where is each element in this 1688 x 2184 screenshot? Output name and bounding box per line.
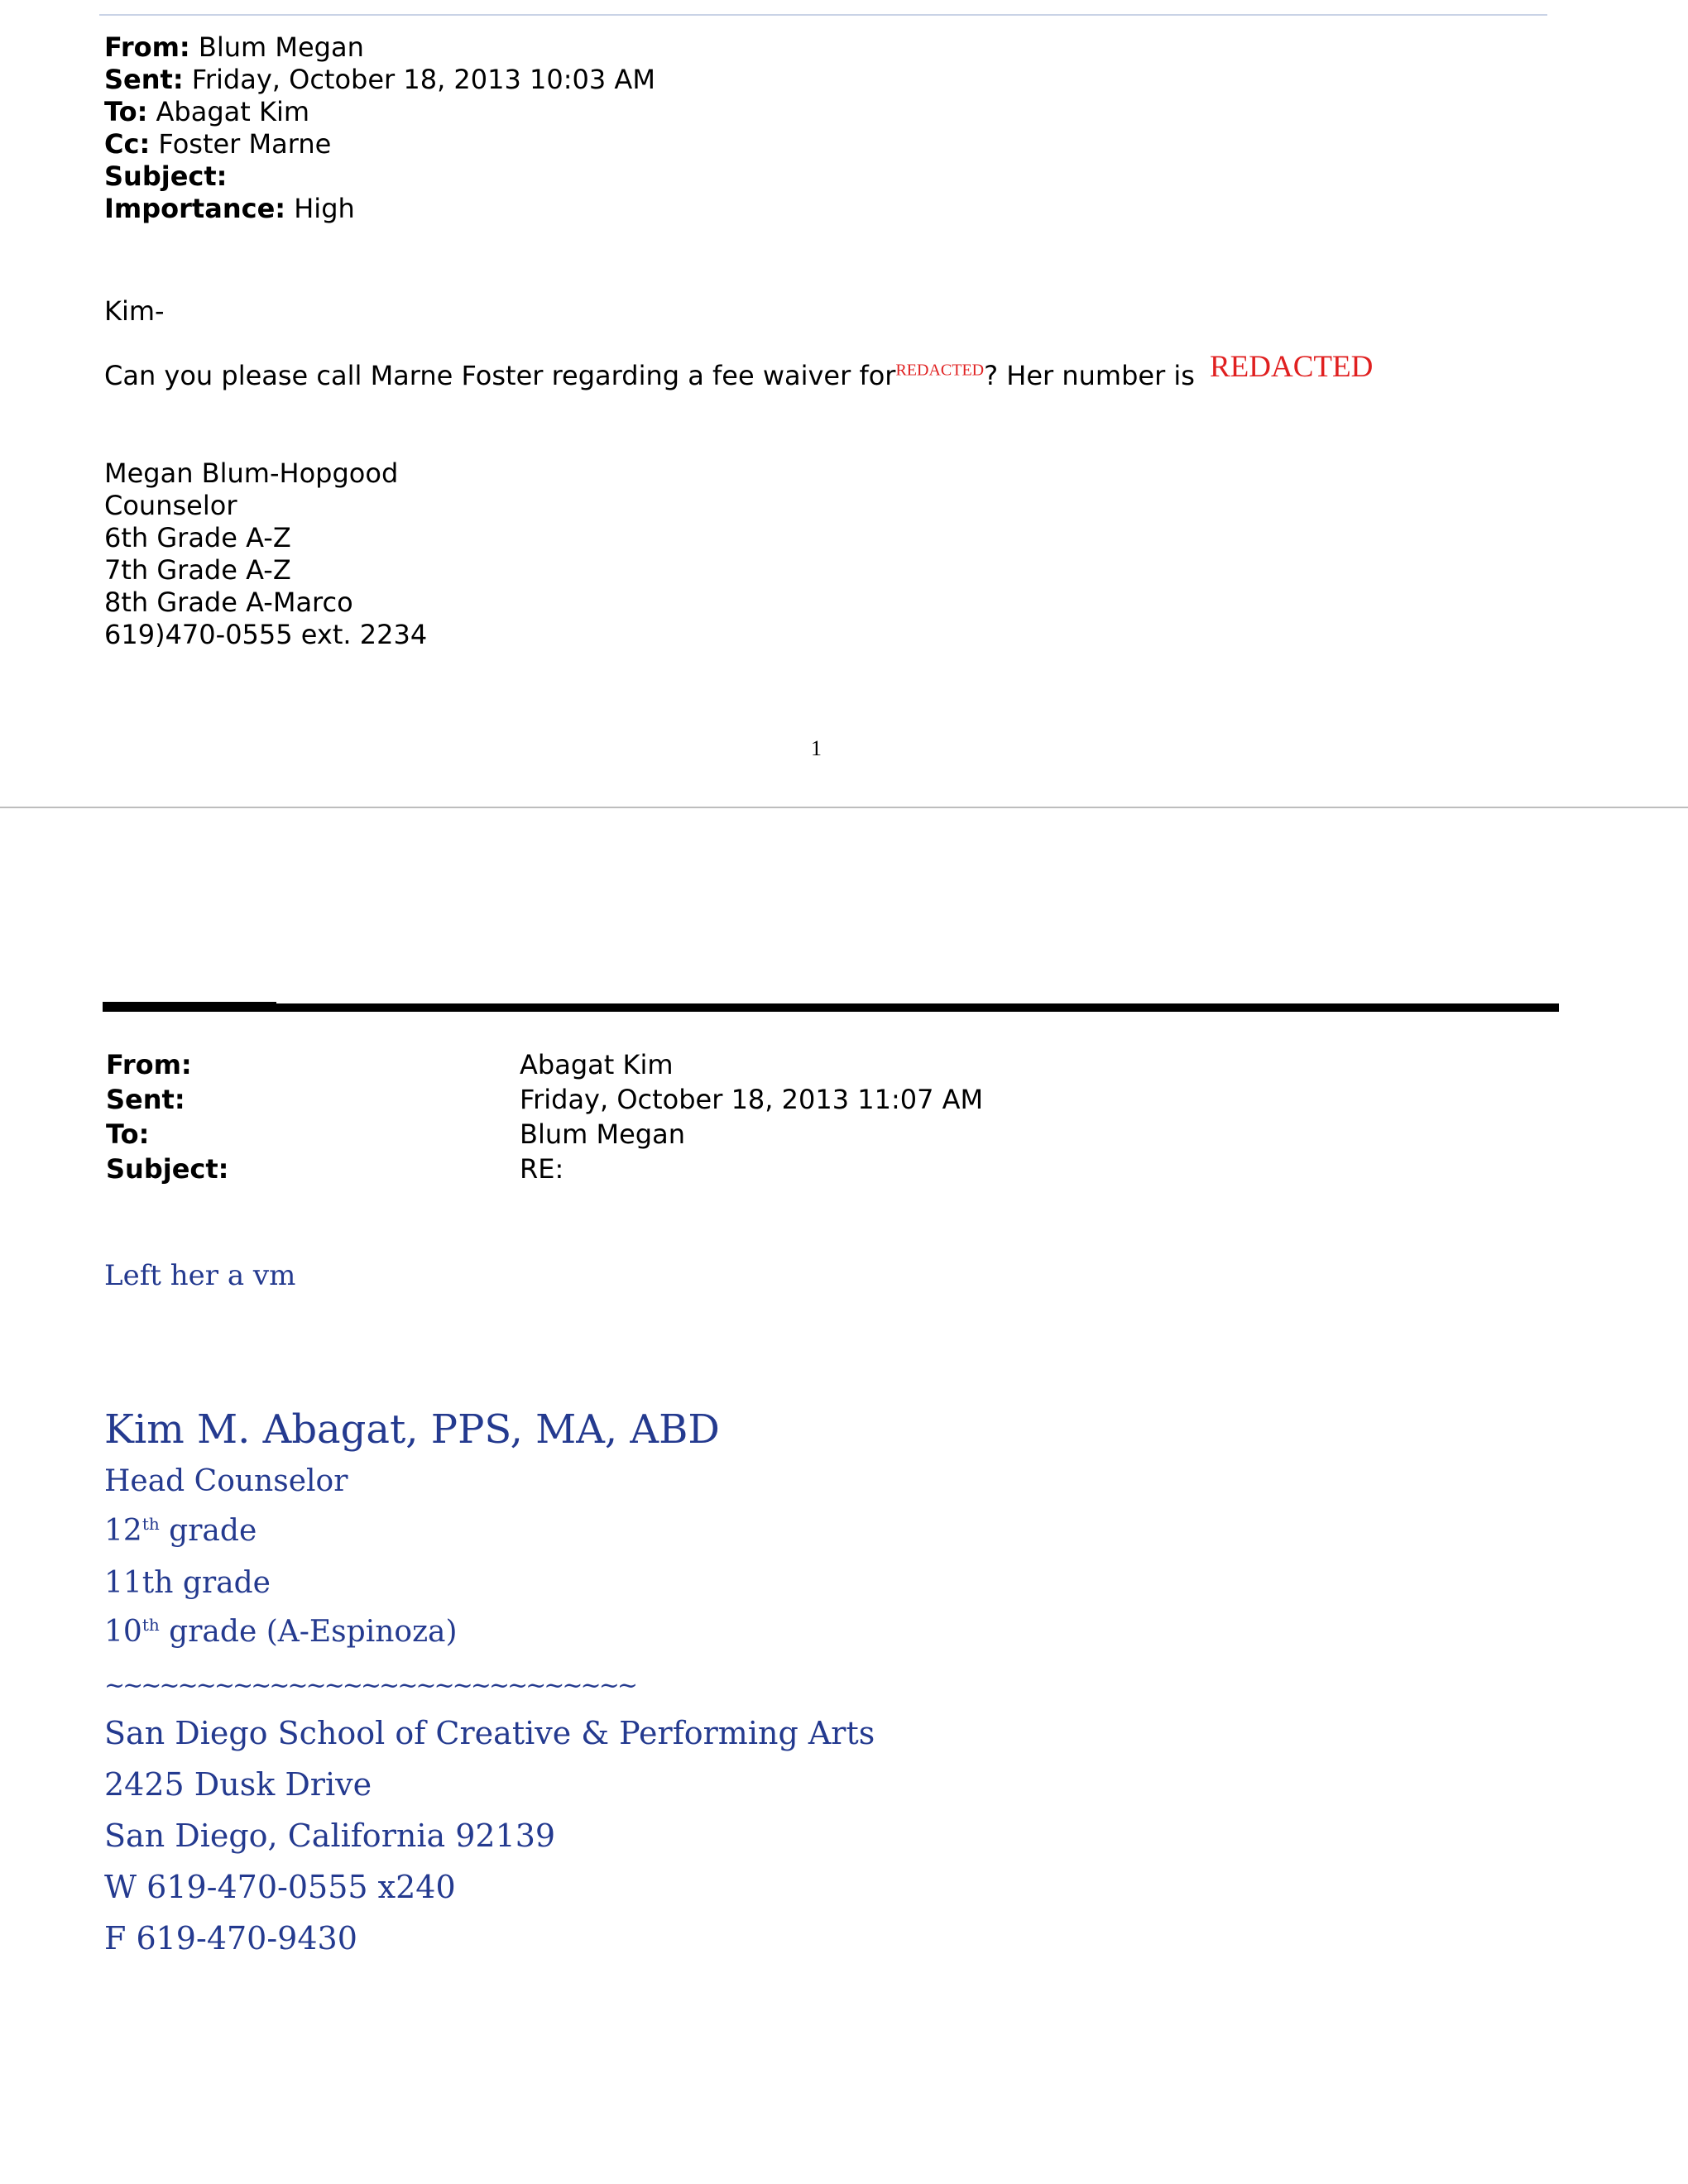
- to-row: [104, 96, 655, 128]
- sig-line: 8th Grade A-Marco: [104, 587, 353, 618]
- sig-line: 7th Grade A-Z: [104, 554, 291, 586]
- importance-value: High: [294, 193, 355, 224]
- school-name: San Diego School of Creative & Performing Arts: [104, 1715, 875, 1751]
- header-divider: [103, 1003, 1559, 1012]
- sent-label: Sent:: [106, 1084, 185, 1115]
- sig-line: Megan Blum-Hopgood: [104, 457, 399, 489]
- to-value: Abagat Kim: [156, 96, 310, 127]
- top-rule: [99, 14, 1547, 16]
- reply-body: Left her a vm: [104, 1259, 296, 1292]
- email2-header-labels: [106, 1047, 228, 1186]
- importance-label: Importance:: [104, 193, 286, 224]
- grade-sup: th: [141, 1514, 160, 1534]
- school-phone: W 619-470-0555 x240: [104, 1869, 456, 1905]
- sig-grade-11: 11th grade: [104, 1566, 271, 1600]
- cc-value: Foster Marne: [158, 128, 332, 160]
- sig-line: Counselor: [104, 490, 237, 521]
- email2-header-values: [520, 1047, 983, 1186]
- sig-title: Head Counselor: [104, 1464, 348, 1498]
- subject-label: Subject:: [104, 160, 228, 192]
- school-address-2: San Diego, California 92139: [104, 1818, 556, 1854]
- sent-row: [104, 64, 655, 96]
- subject-value: RE:: [520, 1153, 564, 1185]
- greeting: Kim-: [104, 295, 165, 327]
- sent-value: Friday, October 18, 2013 11:07 AM: [520, 1084, 984, 1115]
- cc-label: Cc:: [104, 128, 151, 160]
- from-value: Blum Megan: [198, 31, 364, 63]
- school-fax: F 619-470-9430: [104, 1920, 357, 1956]
- email1-body: [104, 350, 1374, 393]
- sig-line: 619)470-0555 ext. 2234: [104, 619, 428, 650]
- sig-grade-12: [104, 1514, 257, 1548]
- page-number: 1: [811, 736, 822, 760]
- subject-row: [104, 160, 655, 193]
- from-value: Abagat Kim: [520, 1049, 674, 1080]
- from-label: From:: [106, 1049, 192, 1080]
- grade-rest: grade (A-Espinoza): [159, 1615, 458, 1649]
- cc-row: [104, 128, 655, 160]
- from-row: [104, 31, 655, 64]
- body-text-1: Can you please call Marne Foster regarding a fee waiver for: [104, 360, 896, 391]
- email1-header: [104, 31, 655, 225]
- sig-line: 6th Grade A-Z: [104, 522, 291, 553]
- school-address-1: 2425 Dusk Drive: [104, 1766, 372, 1803]
- grade-num: 12: [104, 1514, 142, 1548]
- grade-num: 10: [104, 1615, 142, 1649]
- grade-sup: th: [141, 1615, 160, 1635]
- subject-label: Subject:: [106, 1153, 229, 1185]
- email1-signature: [104, 457, 427, 651]
- sig-divider: ~~~~~~~~~~~~~~~~~~~~~~~~~~~~~: [104, 1671, 635, 1700]
- to-label: To:: [104, 96, 148, 127]
- to-value: Blum Megan: [520, 1118, 685, 1150]
- page-separator: [0, 807, 1688, 808]
- body-text-2: ? Her number is: [984, 360, 1195, 391]
- redacted-name: REDACTED: [895, 361, 985, 380]
- redacted-number: REDACTED: [1209, 350, 1374, 384]
- sig-grade-10: [104, 1615, 458, 1649]
- sent-label: Sent:: [104, 64, 184, 95]
- from-label: From:: [104, 31, 190, 63]
- sent-value: Friday, October 18, 2013 10:03 AM: [191, 64, 655, 95]
- sig-name: Kim M. Abagat, PPS, MA, ABD: [104, 1406, 720, 1453]
- importance-row: [104, 193, 655, 225]
- to-label: To:: [106, 1118, 150, 1150]
- grade-rest: grade: [159, 1514, 257, 1548]
